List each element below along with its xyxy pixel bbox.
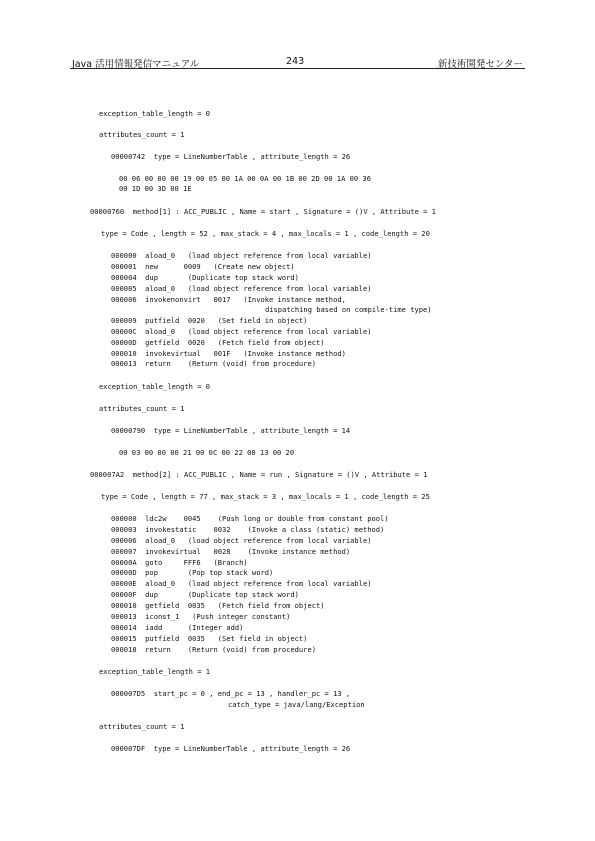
code-line: catch_type = java/lang/Exception [228,700,365,709]
code-line: 000003 invokestatic 0032 (Invoke a class (static) method) [111,525,385,534]
code-line: 00000790 type = LineNumberTable , attribute_length = 14 [111,426,351,435]
code-line: exception_table_length = 0 [99,382,211,391]
code-line: 000000 ldc2w 0045 (Push long or double from constant pool) [111,514,389,523]
code-line: 00000760 method[1] : ACC_PUBLIC , Name = start , Signature = ()V , Attribute = 1 [90,207,436,216]
code-line: 000006 invokenonvirt 0017 (Invoke instance method, [111,295,346,304]
page-number: 243 [286,56,305,67]
code-line: 000007DF type = LineNumberTable , attribute_length = 26 [111,744,351,753]
code-line: 00 03 00 00 00 21 00 0C 00 22 00 13 00 20 [119,448,295,457]
code-line: 000014 iadd (Integer add) [111,623,244,632]
header-title: Java 活用情報発信マニュアル [72,59,200,70]
code-line: 00000E aload_0 (load object reference from local variable) [111,579,372,588]
code-line: 000001 new 0009 (Create new object) [111,262,295,271]
code-line: 000010 getfield 0035 (Fetch field from object) [111,601,325,610]
code-line: 000013 return (Return (void) from procedure) [111,359,316,368]
code-line: attributes_count = 1 [99,722,185,731]
code-line: 00 1D 00 3D 00 1E [119,184,192,193]
code-line: exception_table_length = 1 [99,667,211,676]
code-line: exception_table_length = 0 [99,109,211,118]
header-rule [70,68,525,69]
code-line: 00000A goto FFF6 (Branch) [111,558,248,567]
page-header [0,52,595,72]
code-line: 000010 invokevirtual 001F (Invoke instance method) [111,349,346,358]
code-line: 00000D getfield 0020 (Fetch field from object) [111,338,325,347]
code-line: type = Code , length = 77 , max_stack = 3 , max_locals = 1 , code_length = 25 [101,492,430,501]
code-line: dispatching based on compile-time type) [265,305,432,314]
code-line: 000018 return (Return (void) from procedure) [111,645,316,654]
code-line: 000009 putfield 0020 (Set field in object) [111,316,308,325]
code-line: 000007A2 method[2] : ACC_PUBLIC , Name = run , Signature = ()V , Attribute = 1 [90,470,428,479]
code-line: 000015 putfield 0035 (Set field in object) [111,634,308,643]
code-line: 00000C aload_0 (load object reference from local variable) [111,327,372,336]
code-line: 00 06 00 00 00 19 00 05 00 1A 00 0A 00 1B 00 2D 00 1A 00 36 [119,174,371,183]
code-line: 000007 invokevirtual 0028 (Invoke instance method) [111,547,351,556]
code-line: 000007D5 start_pc = 0 , end_pc = 13 , handler_pc = 13 , [111,689,351,698]
code-line: attributes_count = 1 [99,404,185,413]
code-line: 000004 dup (Duplicate top stack word) [111,273,299,282]
code-line: 00000F dup (Duplicate top stack word) [111,590,299,599]
code-line: 00000D pop (Pop top stack word) [111,568,274,577]
code-line: 000013 iconst_1 (Push integer constant) [111,612,291,621]
code-line: 000006 aload_0 (load object reference from local variable) [111,536,372,545]
header-org: 新技術開発センター [437,59,523,70]
code-line: type = Code , length = 52 , max_stack = 4 , max_locals = 1 , code_length = 20 [101,229,430,238]
code-line: attributes_count = 1 [99,130,185,139]
code-line: 000005 aload_0 (load object reference from local variable) [111,284,372,293]
code-line: 00000742 type = LineNumberTable , attribute_length = 26 [111,152,351,161]
code-line: 000000 aload_0 (load object reference from local variable) [111,251,372,260]
